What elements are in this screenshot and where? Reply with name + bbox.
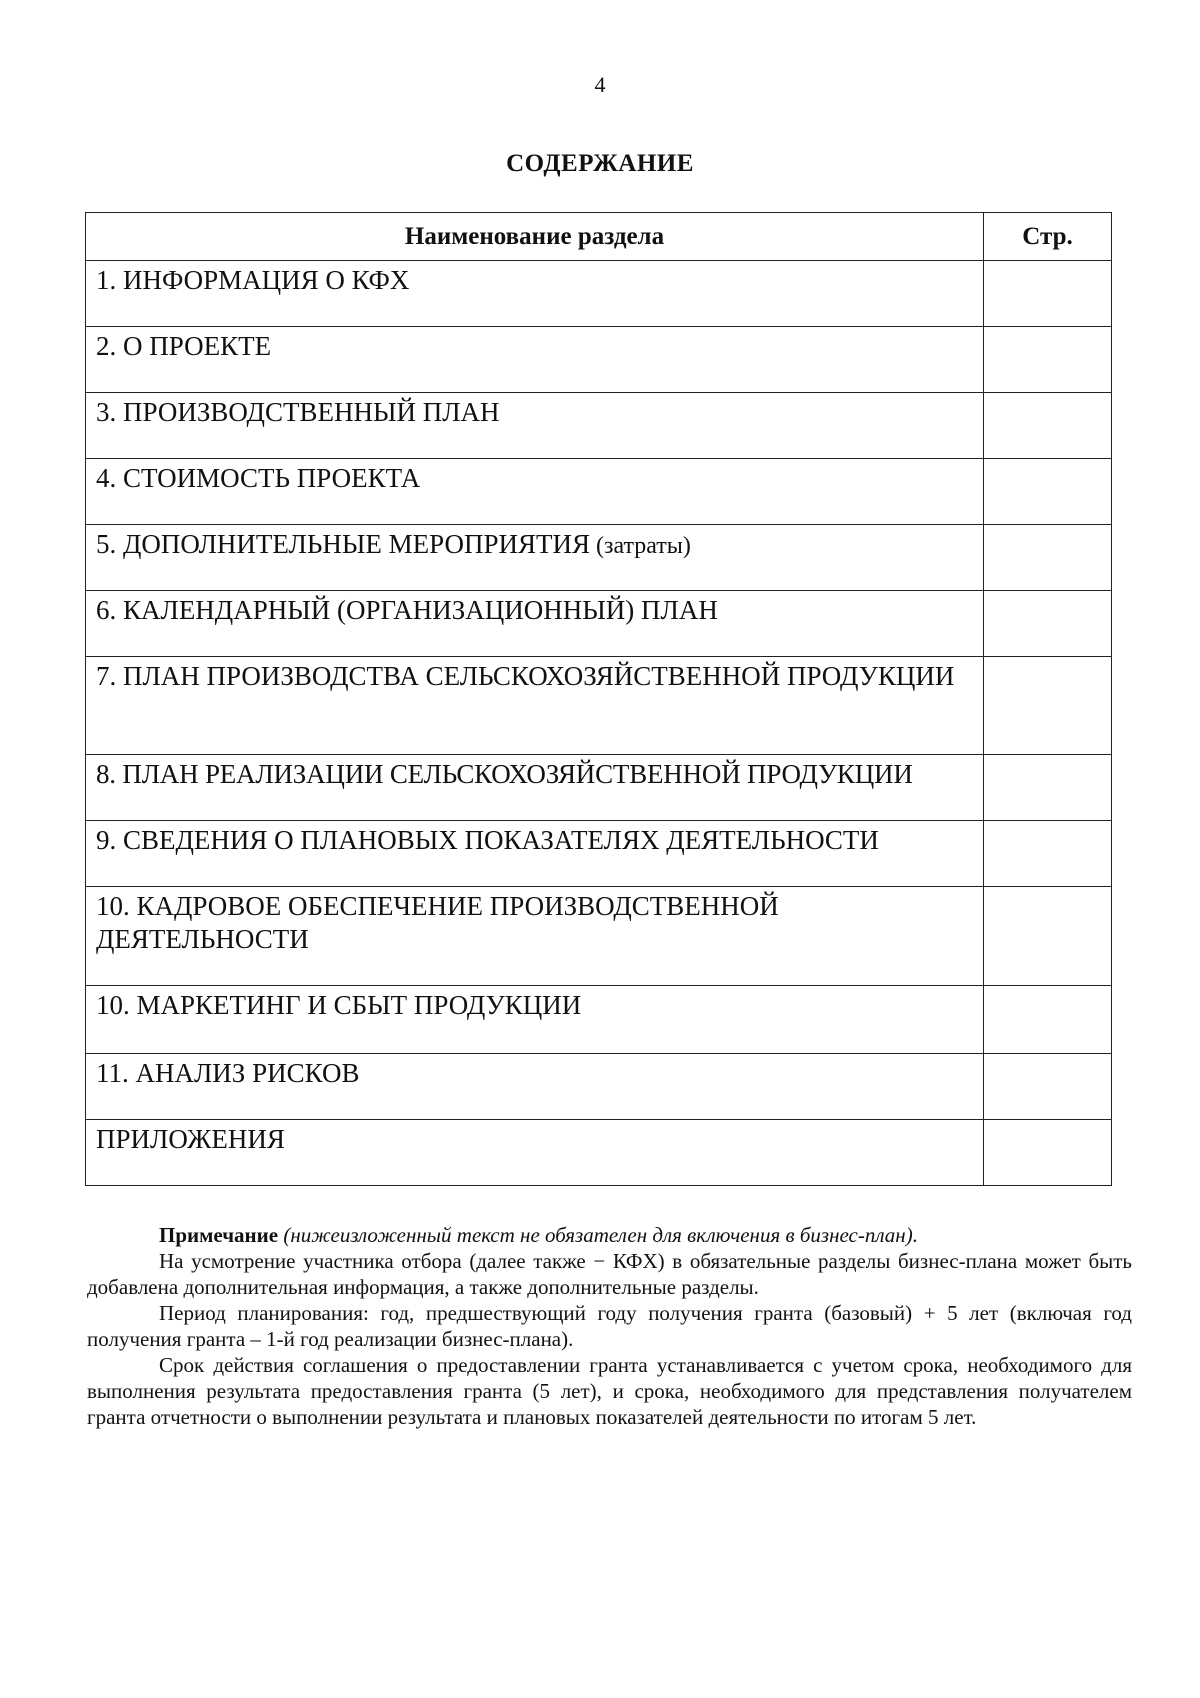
table-row <box>86 591 1112 657</box>
section-title-text: 2. О ПРОЕКТЕ <box>96 331 272 361</box>
section-title <box>86 755 984 821</box>
table-row <box>86 261 1112 327</box>
page-cell <box>984 821 1112 887</box>
contents-table <box>85 212 1112 1186</box>
section-title <box>86 657 984 755</box>
page-cell <box>984 327 1112 393</box>
page-cell <box>984 755 1112 821</box>
section-title <box>86 459 984 525</box>
table-row <box>86 327 1112 393</box>
table-row <box>86 986 1112 1054</box>
section-title <box>86 1054 984 1120</box>
section-title <box>86 261 984 327</box>
page-cell <box>984 1054 1112 1120</box>
page-cell <box>984 393 1112 459</box>
page-column-header: Стр. <box>984 213 1112 261</box>
section-title-note: (затраты) <box>589 533 691 559</box>
section-title <box>86 887 984 986</box>
note-disclaimer: (нижеизложенный текст не обязателен для включения в бизнес-план). <box>278 1223 918 1247</box>
table-row <box>86 525 1112 591</box>
section-title <box>86 1120 984 1186</box>
section-title-text: 11. АНАЛИЗ РИСКОВ <box>96 1058 360 1088</box>
section-title <box>86 591 984 657</box>
section-column-header: Наименование раздела <box>86 213 984 261</box>
page-cell <box>984 657 1112 755</box>
section-title-text: 1. ИНФОРМАЦИЯ О КФХ <box>96 265 410 295</box>
section-title-text: 6. КАЛЕНДАРНЫЙ (ОРГАНИЗАЦИОННЫЙ) ПЛАН <box>96 595 718 625</box>
section-title <box>86 986 984 1054</box>
section-title-text: 3. ПРОИЗВОДСТВЕННЫЙ ПЛАН <box>96 397 500 427</box>
page-cell <box>984 986 1112 1054</box>
section-title <box>86 525 984 591</box>
section-title-text: 7. ПЛАН ПРОИЗВОДСТВА СЕЛЬСКОХОЗЯЙСТВЕННОЙ ПРОДУКЦИИ <box>96 661 955 691</box>
page-cell <box>984 261 1112 327</box>
page-cell <box>984 459 1112 525</box>
page-cell <box>984 887 1112 986</box>
note-section <box>87 1222 1132 1430</box>
section-title-text: 9. СВЕДЕНИЯ О ПЛАНОВЫХ ПОКАЗАТЕЛЯХ ДЕЯТЕЛЬНОСТИ <box>96 825 879 855</box>
table-row <box>86 1054 1112 1120</box>
page-number: 4 <box>594 72 606 97</box>
section-title-text: 8. ПЛАН РЕАЛИЗАЦИИ СЕЛЬСКОХОЗЯЙСТВЕННОЙ ПРОДУКЦИИ <box>96 759 913 789</box>
section-title-text: ПРИЛОЖЕНИЯ <box>96 1124 285 1154</box>
section-title-text: 5. ДОПОЛНИТЕЛЬНЫЕ МЕРОПРИЯТИЯ <box>96 529 590 559</box>
section-title <box>86 821 984 887</box>
section-title-text: 4. СТОИМОСТЬ ПРОЕКТА <box>96 463 421 493</box>
table-row <box>86 657 1112 755</box>
table-row <box>86 755 1112 821</box>
note-paragraph: Период планирования: год, предшествующий году получения гранта (базовый) + 5 лет (включая год получения гранта – 1-й год реализации бизнес-плана). <box>87 1301 1132 1351</box>
section-title-text: 10. МАРКЕТИНГ И СБЫТ ПРОДУКЦИИ <box>96 990 582 1020</box>
page-cell <box>984 591 1112 657</box>
page-cell <box>984 1120 1112 1186</box>
note-lead: Примечание <box>159 1223 279 1247</box>
document-title: СОДЕРЖАНИЕ <box>506 150 694 177</box>
note-paragraph: Срок действия соглашения о предоставлении гранта устанавливается с учетом срока, необходимого для выполнения результата предоставления гранта (5 лет), и срока, необходимого для представления получателем гранта отчетности о выполнении результата и плановых показателей деятельности по итогам 5 лет. <box>87 1353 1132 1429</box>
section-title-text: 10. КАДРОВОЕ ОБЕСПЕЧЕНИЕ ПРОИЗВОДСТВЕННОЙ ДЕЯТЕЛЬНОСТИ <box>96 891 779 954</box>
note-paragraph: На усмотрение участника отбора (далее также − КФХ) в обязательные разделы бизнес-плана может быть добавлена дополнительная информация, а также дополнительные разделы. <box>87 1249 1132 1299</box>
section-title <box>86 393 984 459</box>
table-row <box>86 459 1112 525</box>
table-row <box>86 821 1112 887</box>
note-heading <box>87 1222 1132 1248</box>
section-title <box>86 327 984 393</box>
table-row <box>86 887 1112 986</box>
table-row <box>86 1120 1112 1186</box>
contents-header-row <box>86 213 1112 261</box>
page-cell <box>984 525 1112 591</box>
table-row <box>86 393 1112 459</box>
